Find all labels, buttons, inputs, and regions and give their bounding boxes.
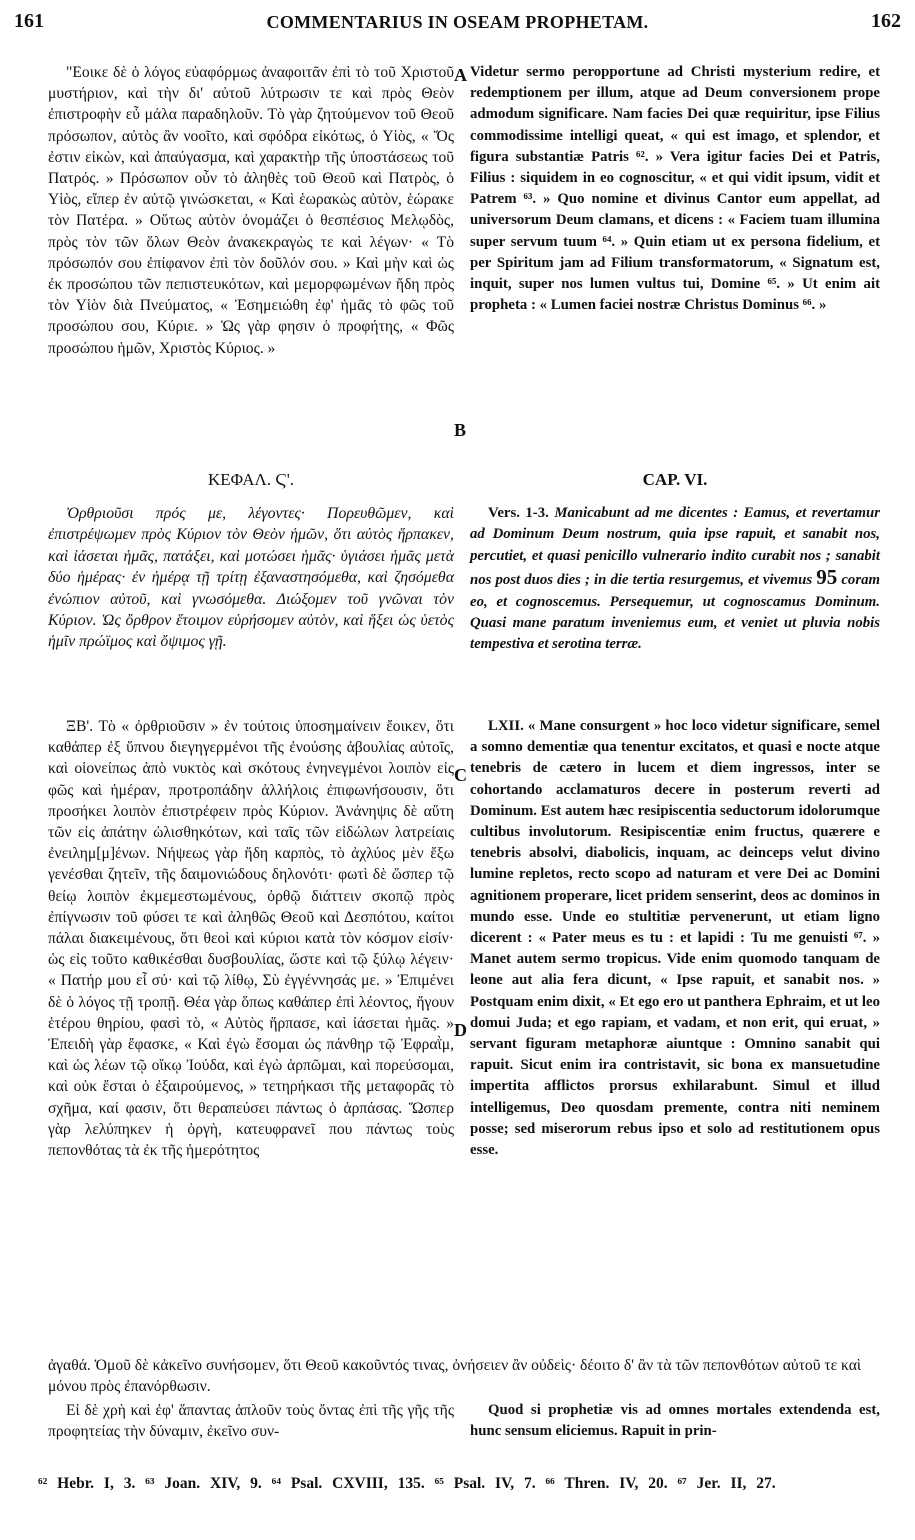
latin-commentary-column [470,716,880,1161]
margin-marker-a: A [454,65,467,85]
running-title: COMMENTARIUS IN OSEAM PROPHETAM. [266,12,649,32]
greek-intro-column [48,62,454,359]
page-marker-95: 95 [816,565,838,590]
biblical-latin-paragraph [470,503,880,656]
verse-label: Vers. 1-3. [488,505,549,521]
latin-intro-column [470,62,880,316]
biblical-greek-text: Ὀρθριοῦσι πρός με, λέγοντες· Πορευθῶμεν, καὶ ἐπιστρέψωμεν πρὸς Κύριον τὸν Θεὸν ἡμῶν, ὅτι αὐτὸς ἥρπακεν, καὶ ἰάσεται ἡμᾶς, πατάξει, καὶ μοτώσει ἡμᾶς· ὑγιάσει ἡμᾶς μετὰ δύο ἡμέρας· ἐν ἡμέρᾳ τῇ τρίτῃ ἐξαναστησόμεθα, καὶ ζησόμεθα ἐνώπιον αὐτοῦ, καὶ γνωσόμεθα. Διώξομεν τοῦ γνῶναι τὸν Κύριον. Ὡς ὄρθρον ἕτοιμον εὑρήσομεν αὐτὸν, καὶ ἥξει ὡς ὑετὸς ἡμῖν πρώϊμος καὶ ὄψιμος γῇ. [48,505,454,651]
biblical-greek-column [48,503,454,653]
greek-commentary-column [48,716,454,1161]
greek-full-width-line: ἀγαθά. Ὁμοῦ δὲ κἀκεῖνο συνήσομεν, ὅτι Θεοῦ κακοῦντός τινας, ὀνήσειεν ἂν οὐδεὶς· δέοιτο δ' ἂν τὰ τῶν πεπονθότων αὐτοῦ τε καὶ μόνου πρὸς ἐπανόρθωσιν. [48,1357,862,1396]
greek-last-text: Εἰ δὲ χρὴ καὶ ἐφ' ἅπαντας ἁπλοῦν τοὺς ὄντας ἐπὶ τῆς γῆς τῆς προφητείας τὴν δύναμιν, ἐκεῖνο συν- [48,1402,454,1441]
biblical-latin-column [470,503,880,656]
footnotes: ⁶² Hebr. I, 3. ⁶³ Joan. XIV, 9. ⁶⁴ Psal. CXVIII, 135. ⁶⁵ Psal. IV, 7. ⁶⁶ Thren. IV, 20. ⁶⁷ Jer. II, 27. [38,1475,776,1492]
margin-marker-d: D [454,1020,467,1040]
latin-intro-text: Videtur sermo peropportune ad Christi mysterium redire, et redemptionem per illum, atque ad Deum conversionem prope admodum significare. Nam facies Dei quæ requiritur, ipse Filius commodissime intelligi queat, « qui est imago, et splendor, et figura substantiæ Patris ⁶². » Vera igitur facies Dei et Patris, Filius : siquidem in eo cognoscitur, « et qui vidit ipsum, vidit et Patrem ⁶³. » Quo nomine et divinus Cantor eum appellat, ad universorum Deum clamans, et dicens : « Faciem tuam illumina super servum tuum ⁶⁴. » Quin etiam ut ex persona fidelium, et per Spiritum jam ad Filium transformatorum, « Signatum est, inquit, super nos lumen vultus tui, Domine ⁶⁵. » Ut enim ait propheta : « Lumen faciei nostræ Christus Dominus ⁶⁶. » [470,64,880,314]
page-number-left: 161 [14,10,44,32]
chapter-heading-greek: ΚΕΦΑΛ. Ϛ'. [207,470,295,489]
greek-commentary-text: ΞΒ'. Τὸ « ὀρθριοῦσιν » ἐν τούτοις ὑποσημαίνειν ἔοικεν, ὅτι καθάπερ ἐξ ὕπνου διεγηγερμένοι τῆς ἐνούσης ἀβουλίας αὐτοῖς, καὶ οἱονείπως ἀπὸ νυκτὸς καὶ σκότους ἐνηνεγμένοι λοιπὸν εἰς φῶς καὶ ἡμέραν, προτροπάδην ἀλλήλοις ἐπιφωνήσουσιν, ὅτι προσήκει λοιπὸν ἐπιστρέφειν πρὸς Κύριον. Ἀνάνηψις δὲ αὕτη τῶν εἰς ἀπάτην ὠλισθηκότων, καὶ ταῖς τῶν εἰδώλων λατρείαις ἐνειλημ[μ]ένων. Νήψεως γὰρ ἤδη καρπὸς, τὸ ἀχλύος μὲν ἔξω γενέσθαι ζητεῖν, τῆς δαιμονιώδους δηλονότι· φωτὶ δὲ ὥσπερ τῷ θείῳ λοιπὸν ἐκμεμεστωμένους, ὀρθῷ διάττειν σκοπῷ πρὸς ἐπίγνωσιν τοῦ φύσει τε καὶ ἀληθῶς Θεοῦ καὶ Δεσπότου, καίτοι πάλαι διακειμένους, ὅτι θεοὶ καὶ κύριοι κατὰ τὸν κόσμον εἰσίν· ὡς εἰς τοῦτο καθικέσθαι δυσβουλίας, ὥστε καὶ τῷ ξύλῳ λέγειν· « Πατήρ μου εἶ σύ· καὶ τῷ λίθῳ, Σὺ ἐγγέννησάς με. » Ἐπιμένει δὲ ὁ λόγος τῇ τροπῇ. Θέα γὰρ ὅπως καθάπερ ἐπὶ λέοντος, ἤγουν ἑτέρου θηρίου, φασὶ τὸ, « Αὐτὸς ἥρπασε, καὶ ἰάσεται ἡμᾶς. » Ἐπειδὴ γὰρ ἔφασκε, « Καὶ ἐγὼ ἔσομαι ὡς πάνθηρ τῷ Ἐφραῒμ, καὶ ὡς λέων τῷ οἴκῳ Ἰούδα, καὶ ἐγὼ ἁρπῶμαι, καὶ πορεύσομαι, καὶ οὐκ ἔσται ὁ ἐξαιρούμενος, » τετηρήκασι τῆς μεταφορᾶς τὸ σχῆμα, καί φασιν, ὅτι θεραπεύσει πάντως ὁ ἁρπάσας. Ὥσπερ γὰρ λελύπηκεν ἡ ὀργὴ, κατευφρανεῖ που πάντως τοὺς πεπονθότας τὰ ἐκ τῆς ἡμερότητος [48,718,454,1160]
page-number-right: 162 [871,10,901,32]
margin-marker-c: C [454,765,467,785]
greek-last-column [48,1400,454,1442]
page-header [14,10,901,36]
biblical-latin-text-end: coram eo, et cognoscemus. Persequemur, ut cognoscamus Dominum. Quasi mane paratum inveniemus eum, et veniet ut pluvia nobis tempestiva et serotina terræ. [470,572,880,653]
margin-marker-b: B [454,420,467,440]
latin-commentary-text: LXII. « Mane consurgent » hoc loco videtur significare, semel a somno dementiæ qua tenentur excitatos, et quasi e nocte atque tenebris de cætero in lucem et diem ingressos, inter se cohortando acclamaturos decere in posterum reverti ad Dominum. Est autem hæc resipiscentia seductorum idolorumque cultibus involutorum. Resipiscentiæ enim fructus, quærere e tenebris absolvi, diabolicis, inquam, ac deinceps velut divino lumine repletos, recto scopo ad naturam et vere Dei ac Domini agnitionem properare, licet pridem senserint, deos ac dominos in mundo esse. Unde eo stultitiæ pervenerunt, ut etiam ligno dicerent : « Pater meus es tu : et lapidi : Tu me genuisti ⁶⁷. » Manet autem sermo tropicus. Vide enim quomodo tanquam de leone aut alia fera dicunt, « Ipse rapuit, et sanabit nos. » Postquam enim dixit, « Et ego ero ut panthera Ephraim, et ut leo domui Juda; et ego rapiam, et vadam, et non erit, qui eruat, » servant figuram metaphoræ aiuntque : Omnino sanabit qui rapuit. Sicut enim ira contristavit, sic bona ex mansuetudine impertita afflictos prorsus exhilarabunt. Simul et illud intelligemus, Deo quosdam premente, contra niti neminem posse; sed miserorum rebus ipso et solo ad restitutionem opus esse. [470,718,880,1159]
latin-last-column [470,1400,880,1442]
biblical-latin-text: Manicabunt ad me dicentes : Eamus, et revertamur ad Dominum Deum nostrum, quia ipse rapuit, et sanabit nos, percutiet, et quasi penicillo vulnerario indito curabit nos ; sanabit nos post duos dies ; in die tertia resurgemus, et vivemus [470,505,880,589]
latin-last-text: Quod si prophetiæ vis ad omnes mortales extendenda est, hunc sensum eliciemus. Rapuit in prin- [470,1402,880,1440]
chapter-heading-latin: CAP. VI. [642,470,708,489]
greek-intro-text: "Εοικε δὲ ὁ λόγος εὐαφόρμως ἀναφοιτᾶν ἐπὶ τὸ τοῦ Χριστοῦ μυστήριον, καὶ τὴν δι' αὐτοῦ λύτρωσιν τε καὶ πρὸς Θεὸν ἐπιστροφὴν εὖ μάλα παραδηλοῦν. Τὸ γὰρ ζητούμενον τοῦ Θεοῦ πρόσωπον, αὐτὸς ἂν νοοῖτο, καὶ σφόδρα εἰκότως, ὁ Υἱὸς, « Ὅς ἐστιν εἰκὼν, καὶ ἀπαύγασμα, καὶ χαρακτὴρ τῆς ὑποστάσεως τοῦ Πατρός. » Πρόσωπον οὖν τὸ ἀληθὲς τοῦ Θεοῦ καὶ Πατρὸς, ὁ Υἱὸς, εἴπερ ἐν αὐτῷ γινώσκεται, « Καὶ ἑωρακὼς αὐτὸν, ἑώρακε τὸν Πατέρα. » Οὕτως αὐτὸν ὀνομάζει ὁ θεσπέσιος Μελῳδὸς, πρὸς τὸν τῶν ὅλων Θεὸν ἀνακεκραγὼς τε καὶ λέγων· « Τὸ πρόσωπόν σου ἐπίφανον ἐπὶ τὸν δοῦλόν σου. » Καὶ μὴν καὶ ὡς ἐκ προσώπου τῶν πεπιστευκότων, καὶ μεμορφωμένων ἤδη πρὸς τὸν Υἱὸν διὰ Πνεύματος, « Ἐσημειώθη ἐφ' ἡμᾶς τὸ φῶς τοῦ προσώπου σου, Κύριε. » Ὡς γὰρ φησιν ὁ προφήτης, « Φῶς προσώπου ἡμῶν, Χριστὸς Κύριος. » [48,64,454,357]
